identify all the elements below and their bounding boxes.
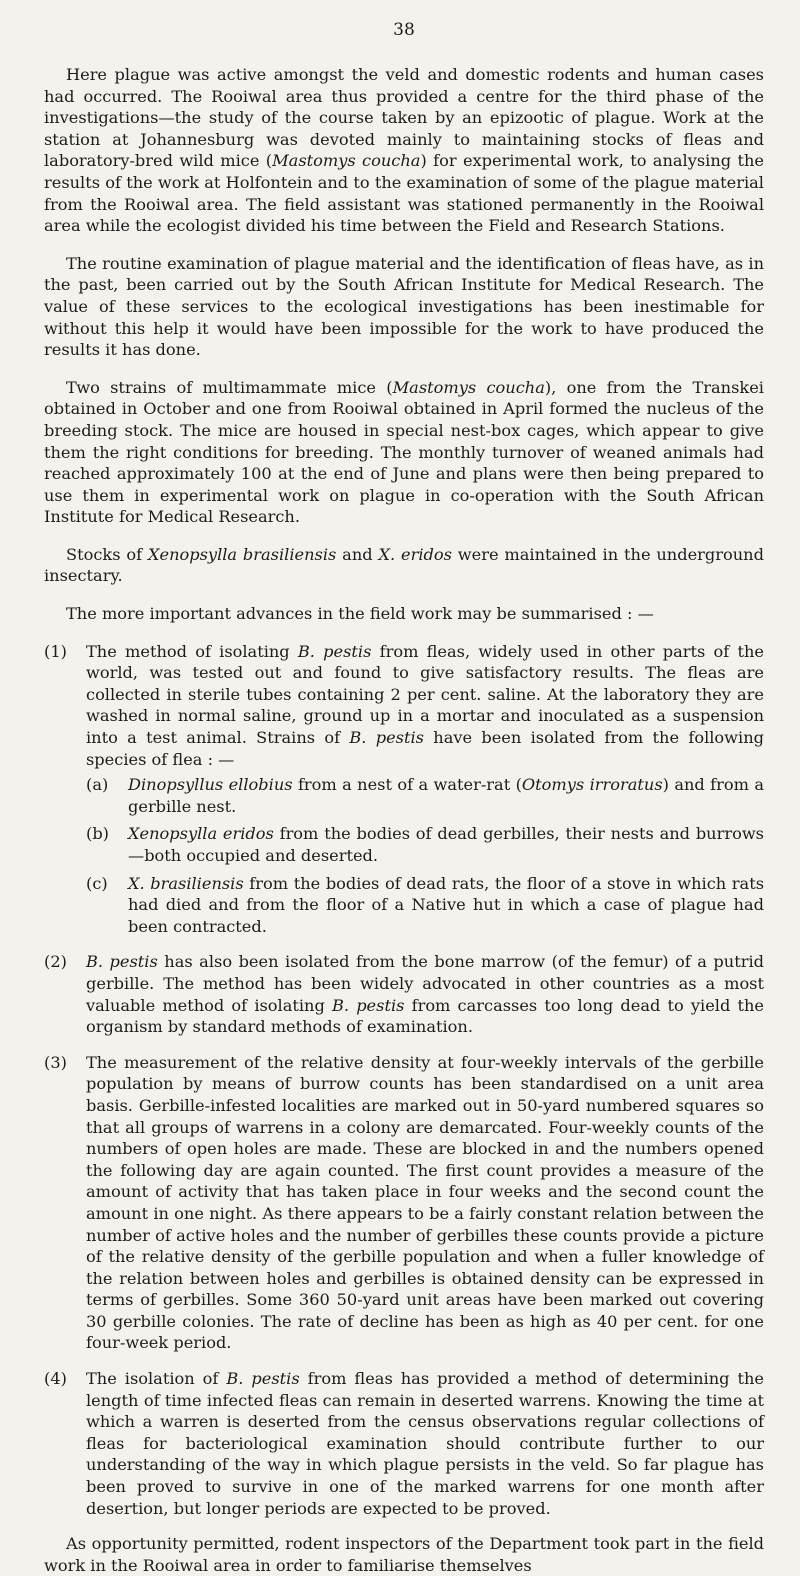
paragraph-flea-stocks: Stocks of Xenopsylla brasiliensis and X. eridos were maintained in the underground insectary. (44, 544, 764, 586)
flea-species-item-b (86, 823, 764, 866)
flea-species-list (86, 774, 764, 937)
sub-text: Xenopsylla eridos from the bodies of dead gerbilles, their nests and burrows—both occupied and deserted. (128, 824, 764, 865)
paragraph-closing: As opportunity permitted, rodent inspectors of the Department took part in the field work in the Rooiwal area in order to familiarise themselves (44, 1534, 764, 1575)
paragraph-rooiwal-phase: Here plague was active amongst the veld and domestic rodents and human cases had occurred. The Rooiwal area thus provided a centre for the third phase of the investigations—the study of the course taken by an epizootic of plague. Work at the station at Johannesburg was devoted mainly to maintaining stocks of fleas and laboratory-bred wild mice (Mastomys coucha) for experimental work, to analysing the results of the work at Holfontein and to the examination of some of the plague material from the Rooiwal area. The field assistant was stationed permanently in the Rooiwal area while the ecologist divided his time between the Field and Research Stations. (44, 65, 764, 236)
italic-term: B. pestis (332, 995, 405, 1015)
italic-term: Xenopsylla brasiliensis (147, 544, 337, 564)
page-number: 38 (393, 20, 415, 40)
sub-text: X. brasiliensis from the bodies of dead rats, the floor of a stove in which rats had died and from the floor of a Native hut in which a case of plague had been contracted. (128, 873, 765, 936)
italic-term: Dinopsyllus ellobius (128, 775, 293, 795)
paragraph-routine-examination: The routine examination of plague material and the identification of fleas have, as in the past, been carried out by the South African Institute for Medical Research. The value of these services to the ecological investigations has been inestimable for without this help it would have been impossible for the work to have produced the results it has done. (44, 253, 764, 360)
italic-term: Otomys irroratus (521, 775, 663, 795)
item-number: (2) (44, 952, 67, 972)
flea-species-item-a (86, 774, 764, 817)
italic-term: B. pestis (349, 728, 424, 748)
advance-item-3 (44, 1052, 764, 1354)
paragraph-mice-strains: Two strains of multimammate mice (Mastomys coucha), one from the Transkei obtained in October and one from Rooiwal obtained in April formed the nucleus of the breeding stock. The mice are housed in special nest-box cages, which appear to give them the right conditions for breeding. The monthly turnover of weaned animals had reached approximately 100 at the end of June and plans were then being prepared to use them in experimental work on plague in co-operation with the South African Institute for Medical Research. (44, 377, 764, 527)
italic-term: Mastomys coucha (272, 151, 421, 171)
item-number: (3) (44, 1052, 67, 1072)
italic-term: X. eridos (378, 544, 452, 564)
item-text: B. pestis has also been isolated from the bone marrow (of the femur) of a putrid gerbille. The method has been widely advocated in other countries as a most valuable method of isolating B. pestis from carcasses too long dead to yield the organism by standard methods of examination. (86, 952, 764, 1037)
advance-item-4 (44, 1368, 764, 1519)
advance-item-1 (44, 641, 764, 938)
italic-term: B. pestis (297, 641, 372, 661)
sub-label: (c) (86, 873, 108, 893)
item-text: The measurement of the relative density at four-weekly intervals of the gerbille population by means of burrow counts has been standardised on a unit area basis. Gerbille-infested localities are marked out in 50-yard numbered squares so that all groups of warrens in a colony are demarcated. Four-weekly counts of the numbers of open holes are made. These are blocked in and the numbers opened the following day are again counted. The first count provides a measure of the amount of activity that has taken place in four weeks and the second count the amount in one night. As there appears to be a fairly constant relation between the number of active holes and the number of gerbilles these counts provide a picture of the relative density of the gerbille population and when a fuller knowledge of the relation between holes and gerbilles is obtained density can be expressed in terms of gerbilles. Some 360 50-yard unit areas have been marked out covering 30 gerbille colonies. The rate of decline has been as high as 40 per cent. for one four-week period. (86, 1052, 764, 1353)
sub-label: (b) (86, 824, 109, 844)
italic-term: Mastomys coucha (392, 377, 545, 397)
item-text: The method of isolating B. pestis from fleas, widely used in other parts of the world, was tested out and found to give satisfactory results. The fleas are collected in sterile tubes containing 2 per cent. saline. At the laboratory they are washed in normal saline, ground up in a mortar and inoculated as a suspension into a test animal. Strains of B. pestis have been isolated from the following species of flea : — (86, 641, 764, 769)
italic-term: B. pestis (86, 952, 158, 972)
item-number: (1) (44, 641, 67, 661)
italic-term: X. brasiliensis (128, 873, 244, 893)
paragraph-advances-intro: The more important advances in the field work may be summarised : — (66, 604, 654, 624)
item-text: The isolation of B. pestis from fleas has provided a method of determining the length of time infected fleas can remain in deserted warrens. Knowing the time at which a warren is deserted from the census observations regular collections of fleas for bacteriological examination should contribute further to our understanding of the way in which plague persists in the veld. So far plague has been proved to survive in one of the marked warrens for one month after desertion, but longer periods are expected to be proved. (86, 1369, 765, 1518)
sub-text: Dinopsyllus ellobius from a nest of a water-rat (Otomys irroratus) and from a gerbille nest. (128, 775, 765, 816)
item-number: (4) (44, 1369, 67, 1389)
italic-term: B. pestis (226, 1369, 300, 1389)
advances-list (44, 641, 764, 1520)
flea-species-item-c (86, 873, 764, 938)
advance-item-2 (44, 951, 764, 1037)
italic-term: Xenopsylla eridos (128, 824, 274, 844)
sub-label: (a) (86, 775, 109, 795)
